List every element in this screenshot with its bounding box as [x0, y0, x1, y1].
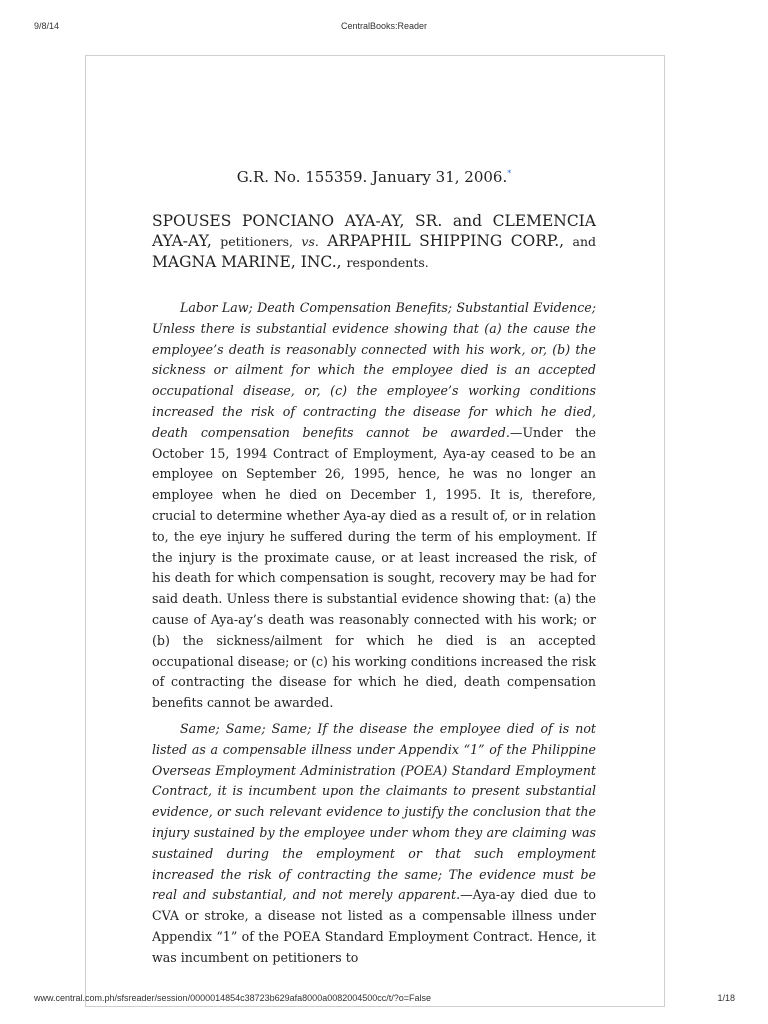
syllabus-1-body: —Under the October 15, 1994 Contract of Employment, Aya-ay ceased to be an employee on September 26, 1995, hence, he was no longer an employee when he died on December 1, 1995. It is, therefore, crucial to determine whether Aya-ay died as a result of, or in relation to, the eye injury he suffered during the term of his employment. If the injury is the proximate cause, or at least increased the risk, of his death for which compensation is sought, recovery may be had for said death. Unless there is substantial evidence showing that: (a) the cause of Aya-ay’s death was reasonably connected with his work; or (b) the sickness/ailment for which he died is an accepted occupational disease; or (c) his working conditions increased the risk of contracting the disease for which he died, death compensation benefits cannot be awarded. — [152, 424, 596, 711]
print-date: 9/8/14 — [34, 21, 60, 31]
syllabus-2-body: —Aya-ay died due to CVA or stroke, a disease not listed as a compensable illness under Appendix “1” of the POEA Standard Employment Contract. Hence, it was incumbent on petitioners to — [152, 887, 596, 965]
syllabus-paragraph-2 — [152, 719, 596, 969]
petitioners-names: SPOUSES PONCIANO AYA-AY, SR. and CLEMENCIA AYA-AY, — [152, 212, 596, 250]
syllabus-1-headnote: Labor Law; Death Compensation Benefits; Substantial Evidence; Unless there is substantial evidence showing that (a) the cause the employee’s death is reasonably connected with his work, or, (b) the sickness or ailment for which the employee died is an accepted occupational disease, or, (c) the employee’s working conditions increased the risk of contracting the disease for which he died, death compensation benefits cannot be awarded. — [152, 300, 596, 440]
case-number-text: G.R. No. 155359. January 31, 2006. — [236, 168, 508, 186]
syllabus-paragraph-1 — [152, 298, 596, 714]
footnote-link[interactable]: * — [507, 169, 512, 178]
print-page-title: CentralBooks:Reader — [340, 21, 428, 31]
versus-label: vs. — [301, 234, 319, 249]
case-number — [152, 168, 596, 186]
print-url: www.central.com.ph/sfsreader/session/0000014854c38723b629afa8000a0082004500cc/t/?o=False — [34, 993, 432, 1003]
petitioners-label: petitioners, — [220, 234, 293, 249]
syllabus-2-headnote: Same; Same; Same; If the disease the employee died of is not listed as a compensable illness under Appendix “1” of the Philippine Overseas Employment Administration (POEA) Standard Employment Contract, it is incumbent upon the claimants to present substantial evidence, or such relevant evidence to justify the conclusion that the injury sustained by the employee under whom they are claiming was sustained during the employment or that such employment increased the risk of contracting the same; The evidence must be real and substantial, and not merely apparent. — [152, 720, 596, 903]
case-parties — [152, 211, 596, 273]
respondents-and: and — [572, 234, 597, 249]
respondent-2-name: MAGNA MARINE, INC., — [152, 253, 342, 271]
respondent-1-name: ARPAPHIL SHIPPING CORP., — [327, 232, 565, 250]
document-content — [152, 168, 596, 974]
respondents-label: respondents. — [346, 255, 429, 270]
print-page-number: 1/18 — [717, 993, 735, 1003]
